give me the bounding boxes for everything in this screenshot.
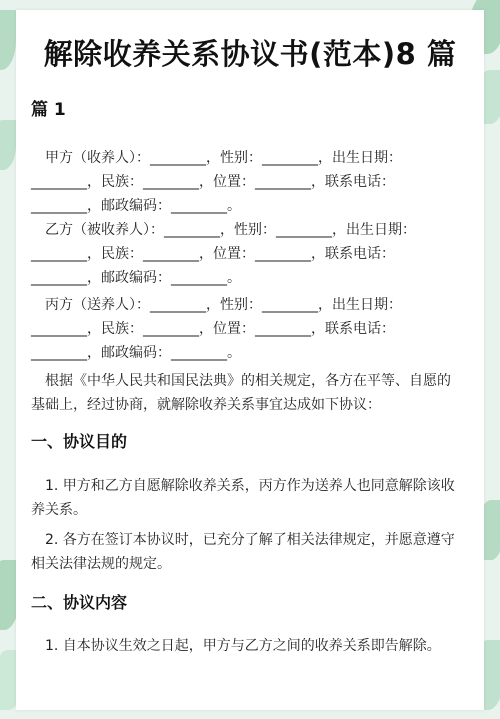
preamble-line-2: 基础上，经过协商，就解除收养关系事宜达成如下协议：	[31, 397, 381, 413]
party-b-line-2: ________，民族：________，位置：________，联系电话：	[31, 246, 395, 262]
party-a-paragraph	[31, 146, 471, 218]
section-1-item-2	[31, 528, 471, 576]
decorative-leaf	[0, 120, 16, 170]
section-1-item-1-line-2: 养关系。	[31, 502, 87, 518]
party-a-line-1: 甲方（收养人）：________，性别：________，出生日期：	[45, 150, 402, 166]
party-c-line-3: ________，邮政编码：________。	[31, 345, 241, 361]
section-1-heading: 一、协议目的	[31, 432, 128, 451]
part-label: 篇 1	[31, 100, 66, 120]
party-b-paragraph	[31, 218, 471, 290]
section-2-item-1-line-1: 1. 自本协议生效之日起，甲方与乙方之间的收养关系即告解除。	[45, 638, 441, 654]
document-title: 解除收养关系协议书(范本)8 篇	[43, 37, 457, 71]
section-1-item-1	[31, 474, 471, 522]
party-b-line-3: ________，邮政编码：________。	[31, 270, 241, 286]
party-c-line-1: 丙方（送养人）：________，性别：________，出生日期：	[45, 297, 402, 313]
section-2-heading: 二、协议内容	[31, 593, 128, 612]
section-1-item-2-line-2: 相关法律法规的规定。	[31, 556, 171, 572]
section-1-item-2-line-1: 2. 各方在签订本协议时，已充分了解了相关法律规定，并愿意遵守	[45, 532, 455, 548]
section-1-item-1-line-1: 1. 甲方和乙方自愿解除收养关系，丙方作为送养人也同意解除该收	[45, 478, 455, 494]
preamble-paragraph	[31, 369, 471, 417]
party-a-line-3: ________，邮政编码：________。	[31, 198, 241, 214]
party-a-line-2: ________，民族：________，位置：________，联系电话：	[31, 174, 395, 190]
section-2-item-1	[31, 634, 471, 658]
party-b-line-1: 乙方（被收养人）：________，性别：________，出生日期：	[45, 222, 416, 238]
party-c-paragraph	[31, 293, 471, 365]
preamble-line-1: 根据《中华人民共和国民法典》的相关规定，各方在平等、自愿的	[45, 373, 451, 389]
party-c-line-2: ________，民族：________，位置：________，联系电话：	[31, 321, 395, 337]
